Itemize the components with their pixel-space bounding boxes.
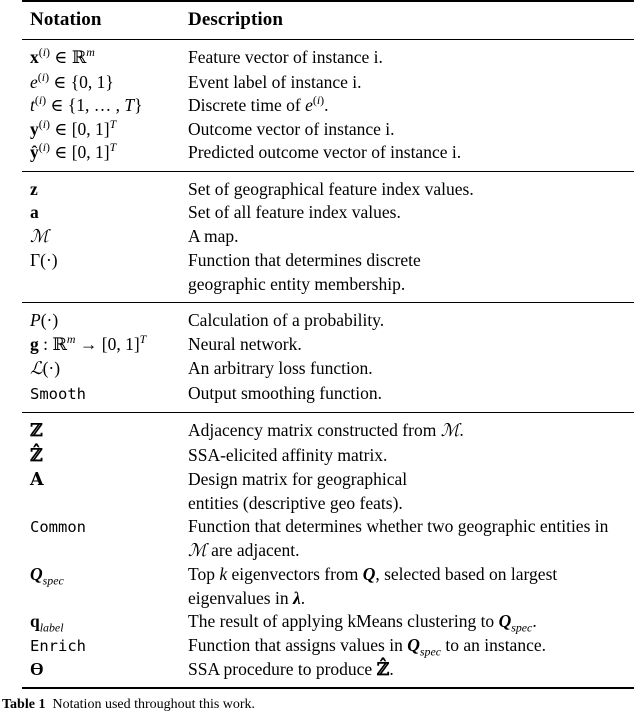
notation-cell: Γ(·) xyxy=(30,250,58,270)
notation-cell: $Q_{spec}$ xyxy=(30,564,64,588)
table-row xyxy=(22,357,634,382)
table-row xyxy=(22,658,634,683)
description-cell: Set of all feature index values. xyxy=(188,202,401,222)
notation-cell: ℤ̂ xyxy=(30,445,43,466)
table-row xyxy=(22,333,634,358)
caption-label: Table 1 xyxy=(2,696,46,712)
table-row xyxy=(22,563,634,610)
description-cell: Set of geographical feature index values. xyxy=(188,178,474,199)
notation-cell: z xyxy=(30,178,38,199)
notation-cell: a xyxy=(30,202,39,222)
caption-text: Notation used throughout this work. xyxy=(52,696,256,712)
table-row xyxy=(22,610,634,634)
table-row xyxy=(22,225,634,250)
notation-cell: $e^{(i)}$ ∈ {0, 1} xyxy=(30,69,114,92)
table-header-row xyxy=(22,2,634,40)
table-row xyxy=(22,94,634,118)
description-cell: Predicted outcome vector of instance i. xyxy=(188,142,462,162)
description-cell: Top k eigenvectors from Q, selected based on largest eigenvalues in λ. xyxy=(188,564,558,608)
table-row xyxy=(22,309,634,333)
notation-cell: $ŷ^{(i)}$ ∈ [0, 1]$^T$ xyxy=(30,140,117,162)
description-cell: Design matrix for geographical entities (descriptive geo feats). xyxy=(188,469,408,513)
notation-cell: ϴ xyxy=(30,659,44,679)
notation-cell: $q_{label}$ xyxy=(30,611,64,635)
description-cell: Event label of instance i. xyxy=(188,71,362,92)
column-header-description: Description xyxy=(188,9,284,30)
description-cell: Function that assigns values in $Q_{spec}$ to an instance. xyxy=(188,634,546,658)
notation-cell: P(·) xyxy=(30,310,59,330)
table-row xyxy=(22,71,634,95)
table-bottom-rule xyxy=(22,688,634,689)
table-row xyxy=(22,46,634,71)
description-cell: An arbitrary loss function. xyxy=(188,358,373,378)
notation-cell: g : ℝ$^m$ → [0, 1]$^T$ xyxy=(30,331,147,355)
description-cell: SSA-elicited affinity matrix. xyxy=(188,444,388,465)
notation-cell: ℤ xyxy=(30,421,43,441)
table-row xyxy=(22,419,634,444)
table-row xyxy=(22,634,634,659)
notation-cell: Smooth xyxy=(30,384,86,403)
table-row xyxy=(22,178,634,202)
notation-cell: $y^{(i)}$ ∈ [0, 1]$^T$ xyxy=(30,116,117,139)
notation-cell: ℳ xyxy=(30,226,49,247)
description-cell: The result of applying kMeans clustering to $Q_{spec}$. xyxy=(188,611,537,635)
description-cell: Adjacency matrix constructed from ℳ. xyxy=(188,420,464,441)
description-cell: Neural network. xyxy=(188,333,302,354)
description-cell: Discrete time of $e^{(i)}$. xyxy=(188,93,329,115)
notation-cell: $x^{(i)}$ ∈ ℝ$^m$ xyxy=(30,45,95,68)
description-cell: Outcome vector of instance i. xyxy=(188,118,395,139)
table-row xyxy=(22,468,634,515)
table-caption xyxy=(0,696,640,714)
notation-table xyxy=(22,0,634,689)
table-row xyxy=(22,118,634,142)
table-row xyxy=(22,141,634,165)
table-body xyxy=(22,1,634,689)
description-cell: SSA procedure to produce ℤ̂. xyxy=(188,659,394,680)
table-row xyxy=(22,249,634,296)
notation-cell: Common xyxy=(30,518,86,536)
notation-cell: A xyxy=(30,470,44,490)
notation-cell: ℒ(·) xyxy=(30,358,61,379)
description-cell: Output smoothing function. xyxy=(188,382,382,403)
description-cell: A map. xyxy=(188,225,239,246)
description-cell: Calculation of a probability. xyxy=(188,310,385,330)
description-cell: Feature vector of instance i. xyxy=(188,47,383,67)
description-cell: Function that determines whether two geographic entities in ℳ are adjacent. xyxy=(188,516,609,561)
notation-cell: Enrich xyxy=(30,636,86,655)
table-row xyxy=(22,382,634,407)
table-row xyxy=(22,201,634,225)
table-row xyxy=(22,515,634,563)
table-row xyxy=(22,444,634,469)
column-header-notation: Notation xyxy=(30,9,102,30)
notation-cell: $t^{(i)}$ ∈ {1, … , T} xyxy=(30,93,143,115)
description-cell: Function that determines discrete geographic entity membership. xyxy=(188,250,421,294)
